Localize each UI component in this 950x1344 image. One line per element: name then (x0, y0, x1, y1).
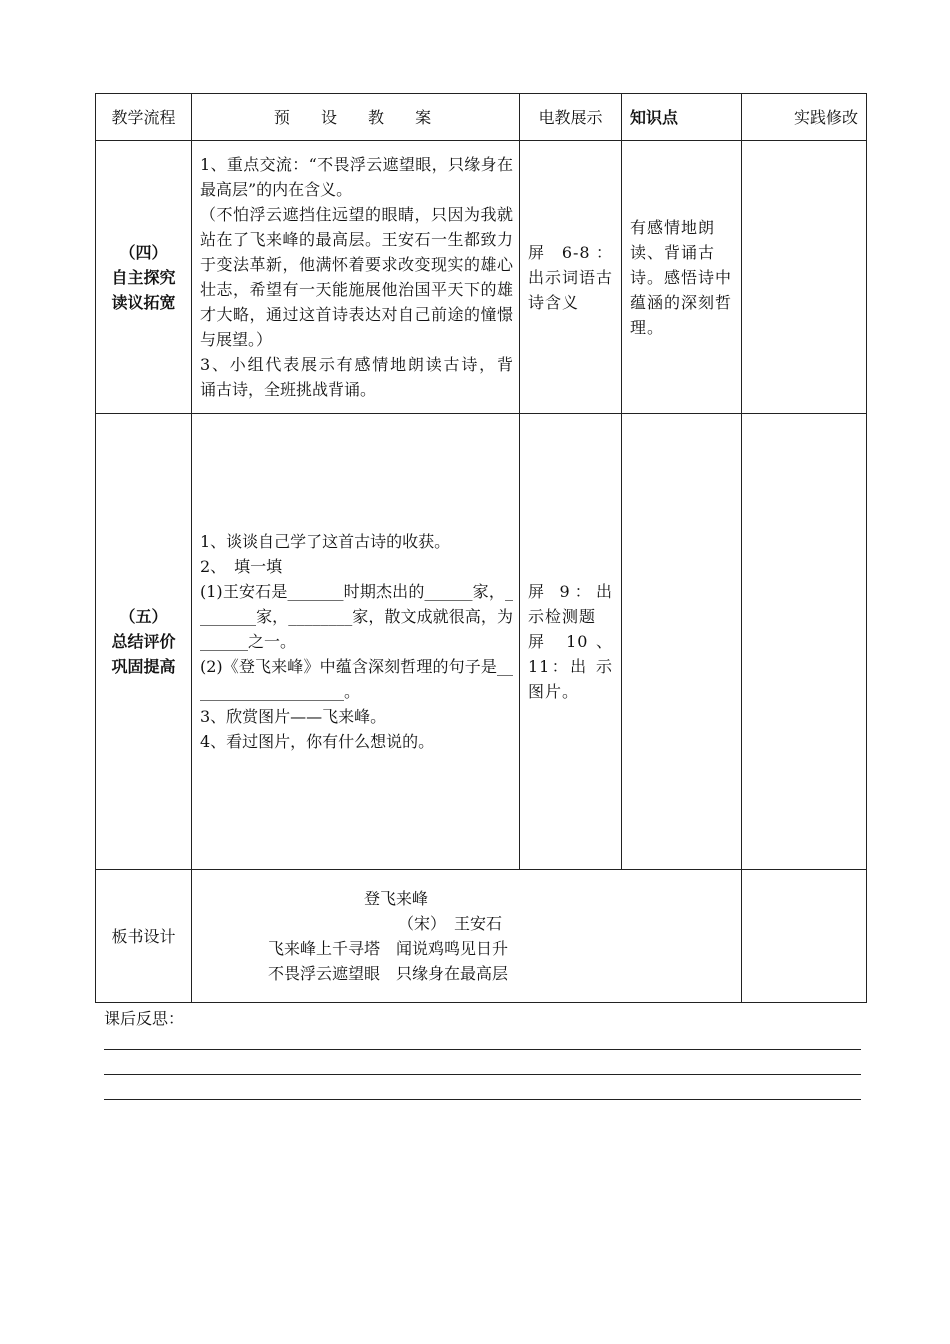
stage-name-line2: 读议拓宽 (111, 292, 176, 312)
plan-line: (2)《登飞来峰》中蕴含深刻哲理的句子是____________________。 (200, 657, 513, 701)
stage-four-plan (192, 141, 562, 414)
plan-line: （不怕浮云遮挡住远望的眼睛，只因为我就站在了飞来峰的最高层。王安石一生都致力于变法革新，他满怀着要求改变现实的雄心壮志，希望有一天能施展他治国平天下的雄才大略，通过这首诗表达对自己前途的憧憬与展望。） (200, 205, 513, 349)
screen-text: 屏 6-8：出示词语古诗含义 (528, 242, 614, 312)
stage-five-label (96, 414, 192, 870)
plan-line: 4、看过图片，你有什么想说的。 (200, 732, 435, 751)
header-knowledge: 知识点 (622, 94, 742, 141)
header-row (96, 94, 867, 141)
plan-line: 1、谈谈自己学了这首古诗的收获。 (200, 532, 451, 551)
plan-line: 3、欣赏图片——飞来峰。 (200, 707, 387, 726)
reflection-line (104, 1074, 861, 1075)
board-revise (742, 870, 867, 1003)
stage-four-knowledge (622, 141, 742, 414)
stage-number: （五） (119, 607, 168, 626)
plan-line: 2、 填一填 (200, 557, 283, 576)
stage-four-label (96, 141, 192, 414)
screen-text: 屏 9：出示检测题 (528, 582, 613, 626)
board-label: 板书设计 (96, 870, 192, 1003)
reflection-line (104, 1099, 861, 1100)
board-title: 登飞来峰 (364, 889, 429, 908)
header-plan: 预 设 教 案 (192, 94, 520, 141)
stage-five-row (96, 414, 867, 870)
header-flow: 教学流程 (96, 94, 192, 141)
lesson-plan-table (95, 93, 867, 1003)
stage-five-revise (742, 414, 867, 870)
board-author: （宋） 王安石 (398, 914, 503, 933)
plan-line: (1)王安石是_______时期杰出的______家，________家，________家，散文成就很高，为______之一。 (200, 582, 513, 651)
stage-number: （四） (119, 242, 168, 262)
reflection-label: 课后反思： (104, 1009, 185, 1028)
plan-line: 3、小组代表展示有感情地朗读古诗，背 诵古诗，全班挑战背诵。 (200, 355, 562, 399)
knowledge-text: 有感情地朗读、背诵古诗。感悟诗中蕴涵的深刻哲理。 (630, 217, 733, 337)
stage-name-line2: 巩固提高 (111, 657, 176, 676)
stage-five-knowledge (622, 414, 742, 870)
plan-line: 1、重点交流：“不畏浮云遮望眼，只缘身在最高层”的内在含义。 (200, 155, 513, 199)
board-line-2: 不畏浮云遮望眼 只缘身在最高层 (268, 964, 509, 983)
header-screen: 电教展示 (520, 94, 622, 141)
reflection-line (104, 1049, 861, 1050)
stage-name-line1: 自主探究 (111, 267, 176, 287)
screen-text: 屏 10、11：出 示 图片。 (528, 632, 613, 701)
stage-five-screen (520, 414, 622, 870)
board-line-1: 飞来峰上千寻塔 闻说鸡鸣见日升 (268, 939, 509, 958)
header-revise: 实践修改 (742, 94, 867, 141)
board-design (192, 870, 742, 1003)
stage-four-row (96, 141, 867, 414)
board-row (96, 870, 867, 1003)
stage-four-revise (742, 141, 867, 414)
stage-name-line1: 总结评价 (111, 632, 176, 651)
stage-five-plan (192, 414, 520, 870)
